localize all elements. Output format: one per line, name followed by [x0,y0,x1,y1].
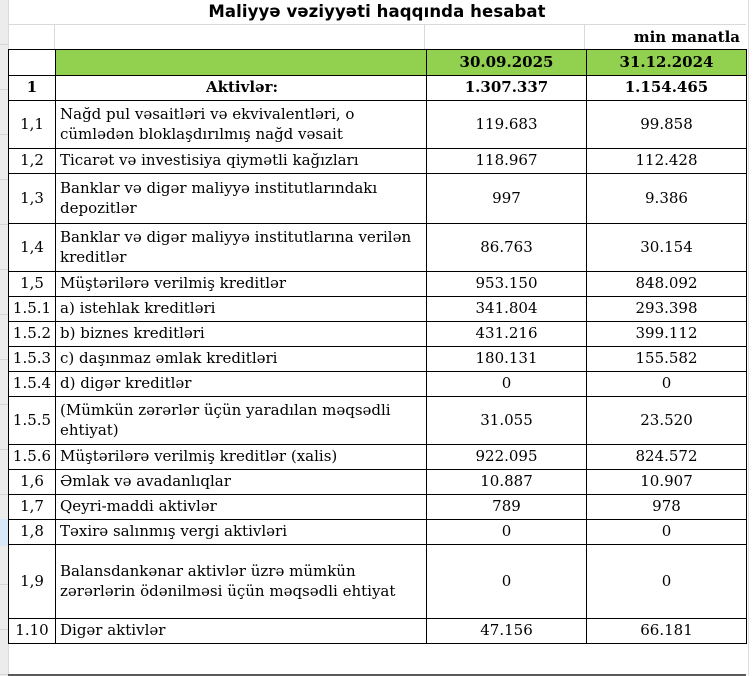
row-value-2024-cell: 23.520 [587,397,747,445]
row-value-2025-cell: 47.156 [427,619,587,644]
table-row [9,397,747,445]
row-label-cell: Müştərilərə verilmiş kreditlər [56,272,427,297]
financial-table [8,49,747,644]
report-content [8,0,746,644]
row-label-cell: Banklar və digər maliyyə institutlarındakı depozitlər [56,174,427,224]
table-row [9,372,747,397]
row-value-2024-cell: 155.582 [587,347,747,372]
row-value-2024-cell: 0 [587,545,747,619]
table-row [9,347,747,372]
table-row [9,495,747,520]
table-row [9,619,747,644]
row-value-2025-cell: 0 [427,372,587,397]
row-number-cell: 1.5.2 [9,322,56,347]
row-number-cell: 1,9 [9,545,56,619]
table-row [9,149,747,174]
row-value-2024-cell: 9.386 [587,174,747,224]
row-value-2025-cell: 119.683 [427,101,587,149]
row-value-2024-cell: 0 [587,520,747,545]
row-number-cell: 1.5.6 [9,445,56,470]
row-label-cell: (Mümkün zərərlər üçün yaradılan məqsədli ehtiyat) [56,397,427,445]
row-label-cell: Banklar və digər maliyyə institutlarına verilən kreditlər [56,224,427,272]
row-number-cell: 1,6 [9,470,56,495]
row-value-2024-cell: 399.112 [587,322,747,347]
row-label-cell: Balansdankənar aktivlər üzrə mümkün zərərlərin ödənilməsi üçün məqsədli ehtiyat [56,545,427,619]
row-value-2025-cell: 0 [427,545,587,619]
row-label-cell: Ticarət və investisiya qiymətli kağızları [56,149,427,174]
table-header-row [9,50,747,76]
row-value-2024-cell: 99.858 [587,101,747,149]
row-label-cell: Əmlak və avadanlıqlar [56,470,427,495]
unit-note-row [8,25,746,49]
column-header-date-2025: 30.09.2025 [427,50,587,76]
row-number-cell: 1,5 [9,272,56,297]
right-gridline [748,0,749,676]
row-value-2025-cell: 31.055 [427,397,587,445]
table-row [9,520,747,545]
row-value-2024-cell: 824.572 [587,445,747,470]
unit-note: min manatla [633,28,740,46]
gridline [584,25,585,49]
row-label-cell: Təxirə salınmış vergi aktivləri [56,520,427,545]
table-row [9,272,747,297]
column-header-date-2024: 31.12.2024 [587,50,747,76]
row-value-2024-cell: 293.398 [587,297,747,322]
table-row [9,322,747,347]
table-row [9,545,747,619]
table-row [9,101,747,149]
table-row [9,76,747,101]
row-number-cell: 1.5.4 [9,372,56,397]
row-label-cell: b) biznes kreditləri [56,322,427,347]
header-empty-green-cell [56,50,427,76]
table-body [9,76,747,644]
report-title: Maliyyə vəziyyəti haqqında hesabat [8,0,746,25]
header-empty-cell [9,50,56,76]
row-value-2024-cell: 30.154 [587,224,747,272]
row-value-2024-cell: 10.907 [587,470,747,495]
row-label-cell: c) daşınmaz əmlak kreditləri [56,347,427,372]
row-label-cell: Aktivlər: [56,76,427,101]
row-label-cell: Nağd pul vəsaitləri və ekvivalentləri, o cümlədən bloklaşdırılmış nağd vəsait [56,101,427,149]
row-value-2024-cell: 66.181 [587,619,747,644]
row-number-cell: 1,7 [9,495,56,520]
row-number-cell: 1,3 [9,174,56,224]
row-number-cell: 1.5.5 [9,397,56,445]
table-row [9,174,747,224]
row-value-2024-cell: 0 [587,372,747,397]
row-value-2025-cell: 0 [427,520,587,545]
row-value-2025-cell: 118.967 [427,149,587,174]
row-value-2025-cell: 86.763 [427,224,587,272]
row-number-cell: 1.5.3 [9,347,56,372]
row-label-cell: Qeyri-maddi aktivlər [56,495,427,520]
row-label-cell: Digər aktivlər [56,619,427,644]
row-number-cell: 1.5.1 [9,297,56,322]
row-value-2024-cell: 1.154.465 [587,76,747,101]
row-value-2025-cell: 997 [427,174,587,224]
gutter-highlight-band [0,519,8,546]
row-number-cell: 1,2 [9,149,56,174]
row-value-2025-cell: 10.887 [427,470,587,495]
row-value-2025-cell: 789 [427,495,587,520]
table-row [9,224,747,272]
row-number-cell: 1,1 [9,101,56,149]
row-label-cell: a) istehlak kreditləri [56,297,427,322]
gridline [424,25,425,49]
row-label-cell: d) digər kreditlər [56,372,427,397]
table-row [9,445,747,470]
row-number-cell: 1,8 [9,520,56,545]
row-number-cell: 1 [9,76,56,101]
row-number-cell: 1,4 [9,224,56,272]
row-value-2025-cell: 953.150 [427,272,587,297]
row-label-cell: Müştərilərə verilmiş kreditlər (xalis) [56,445,427,470]
row-value-2025-cell: 922.095 [427,445,587,470]
row-value-2025-cell: 180.131 [427,347,587,372]
row-value-2025-cell: 431.216 [427,322,587,347]
gridline [54,25,55,49]
row-value-2024-cell: 112.428 [587,149,747,174]
row-value-2025-cell: 341.804 [427,297,587,322]
row-number-cell: 1.10 [9,619,56,644]
row-value-2024-cell: 848.092 [587,272,747,297]
row-value-2025-cell: 1.307.337 [427,76,587,101]
table-row [9,297,747,322]
row-value-2024-cell: 978 [587,495,747,520]
table-row [9,470,747,495]
